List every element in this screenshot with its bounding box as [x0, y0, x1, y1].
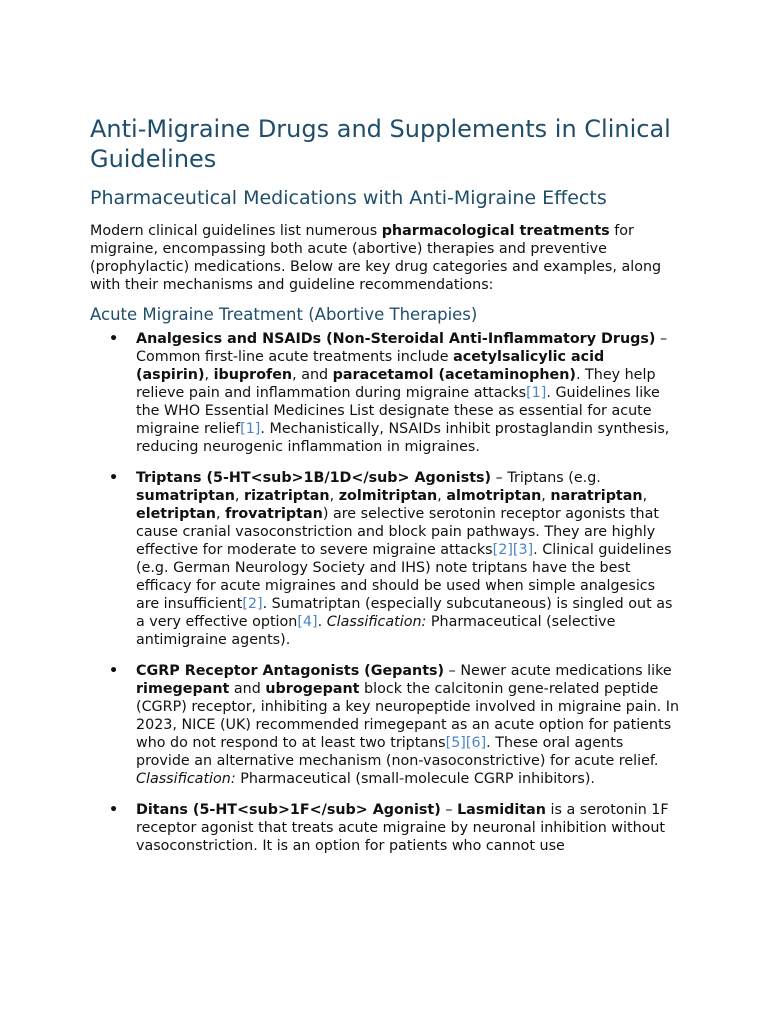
citation-link[interactable]: [2] — [492, 542, 513, 558]
subsection-heading: Acute Migraine Treatment (Abortive Therapies) — [90, 305, 478, 324]
bullet: • — [109, 663, 119, 679]
citation-link[interactable]: [2] — [242, 596, 263, 612]
section-heading: Pharmaceutical Medications with Anti-Migraine Effects — [90, 187, 607, 209]
bullet: • — [109, 802, 119, 818]
bullet: • — [109, 331, 119, 347]
list-item-analgesics: • Analgesics and NSAIDs (Non-Steroidal Anti-Inflammatory Drugs) – Common first-line acute treatments include acetylsalicylic acid (aspirin), ibuprofen, and paracetamol (acetaminophen). They help relieve pain and inflammation during migraine attacks[1]. Guidelines like the WHO Essential Medicines List designate these as essential for acute migraine relief[1]. Mechanistically, NSAIDs inhibit prostaglandin synthesis, reducing neurogenic inflammation in migraines. — [109, 331, 670, 455]
citation-link[interactable]: [4] — [297, 614, 318, 630]
citation-link[interactable]: [6] — [465, 735, 487, 751]
citation-link[interactable]: [1] — [240, 421, 261, 437]
page-title: Anti-Migraine Drugs and Supplements in Clinical Guidelines — [90, 115, 671, 173]
bullet: • — [109, 470, 119, 486]
list-item-ditans: • Ditans (5-HT<sub>1F</sub> Agonist) – Lasmiditan is a serotonin 1F receptor agonist that treats acute migraine by neuronal inhibition without vasoconstriction. It is an option for patients who cannot use — [109, 802, 669, 854]
intro-paragraph: Modern clinical guidelines list numerous pharmacological treatments for migraine, encompassing both acute (abortive) therapies and preventive (prophylactic) medications. Below are key drug categories and examples, along with their mechanisms and guideline recommendations: — [90, 223, 662, 293]
drug-list — [90, 330, 680, 855]
citation-link[interactable]: [5] — [445, 735, 466, 751]
list-item-gepants: • CGRP Receptor Antagonists (Gepants) – Newer acute medications like rimegepant and ubrogepant block the calcitonin gene-related peptide (CGRP) receptor, inhibiting a key neuropeptide involved in migraine pain. In 2023, NICE (UK) recommended rimegepant as an acute option for patients who do not respond to at least two triptans[5][6]. These oral agents provide an alternative mechanism (non-vasoconstrictive) for acute relief. Classification: Pharmaceutical (small-molecule CGRP inhibitors). — [109, 663, 680, 787]
citation-link[interactable]: [1] — [526, 385, 547, 401]
document-content — [90, 114, 680, 868]
citation-link[interactable]: [3] — [512, 542, 534, 558]
list-item-triptans: • Triptans (5-HT<sub>1B/1D</sub> Agonists) – Triptans (e.g. sumatriptan, rizatriptan, zolmitriptan, almotriptan, naratriptan, eletriptan, frovatriptan) are selective serotonin receptor agonists that cause cranial vasoconstriction and block pain pathways. They are highly effective for moderate to severe migraine attacks[2][3]. Clinical guidelines (e.g. German Neurology Society and IHS) note triptans have the best efficacy for acute migraines and should be used when simple analgesics are insufficient[2]. Sumatriptan (especially subcutaneous) is singled out as a very effective option[4]. Classification: Pharmaceutical (selective antimigraine agents). — [109, 470, 673, 648]
